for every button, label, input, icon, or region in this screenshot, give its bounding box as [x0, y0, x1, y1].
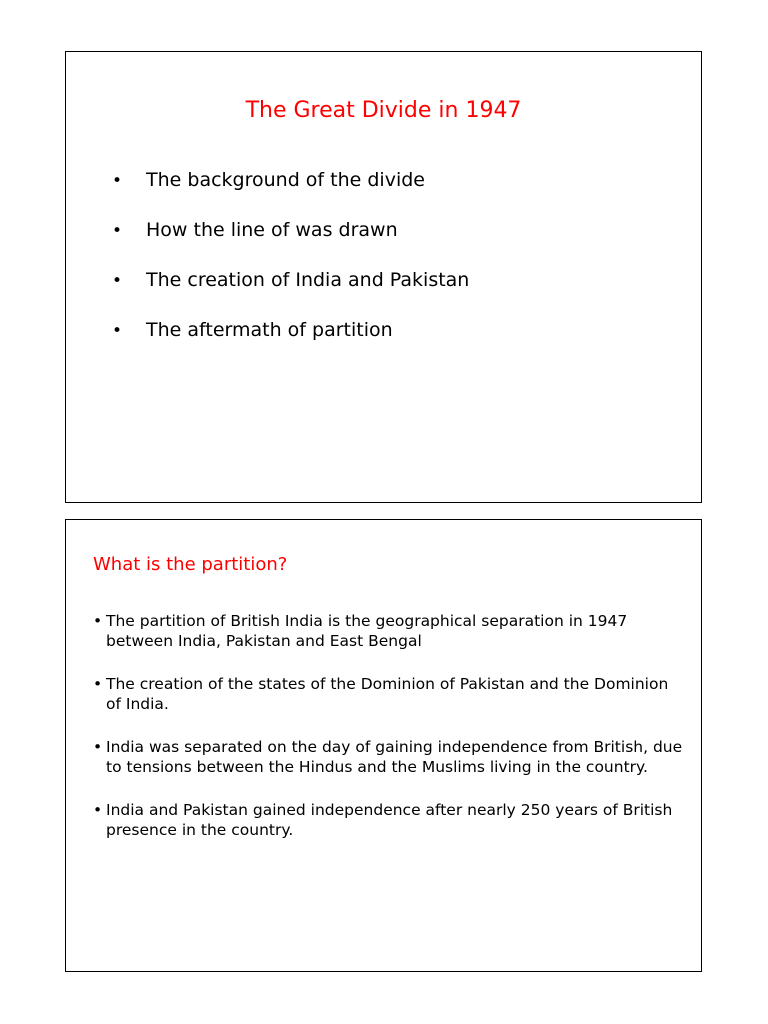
bullet-icon: •: [112, 221, 123, 241]
list-item-text: The partition of British India is the geographical separation in 1947 between India, Pakistan and East Bengal: [106, 612, 628, 650]
list-item: [93, 738, 683, 777]
slide-2-bullet-list: [93, 612, 683, 840]
list-item-text: The background of the divide: [146, 169, 425, 191]
bullet-icon: •: [93, 612, 103, 630]
list-item-text: How the line of was drawn: [146, 219, 398, 241]
list-item: [93, 612, 683, 651]
list-item-text: The creation of India and Pakistan: [146, 269, 470, 291]
list-item: [112, 219, 469, 269]
list-item-text: The creation of the states of the Dominion of Pakistan and the Dominion of India.: [106, 675, 669, 713]
bullet-icon: •: [93, 801, 103, 819]
slide-2: [65, 519, 702, 972]
list-item: [93, 675, 683, 714]
list-item-text: The aftermath of partition: [146, 319, 393, 341]
list-item-text: India was separated on the day of gaining independence from British, due to tensions between the Hindus and the Muslims living in the country.: [106, 738, 683, 776]
slide-1-title: The Great Divide in 1947: [245, 98, 522, 123]
bullet-icon: •: [112, 271, 123, 291]
bullet-icon: •: [93, 675, 103, 693]
bullet-icon: •: [112, 321, 123, 341]
list-item: [112, 269, 469, 319]
list-item-text: India and Pakistan gained independence after nearly 250 years of British presence in the country.: [106, 801, 673, 839]
slide-1-bullet-list: [112, 169, 469, 369]
slide-2-title: What is the partition?: [93, 554, 288, 575]
slide-1: [65, 51, 702, 503]
list-item: [112, 169, 469, 219]
bullet-icon: •: [93, 738, 103, 756]
list-item: [112, 319, 469, 369]
list-item: [93, 801, 683, 840]
bullet-icon: •: [112, 171, 123, 191]
